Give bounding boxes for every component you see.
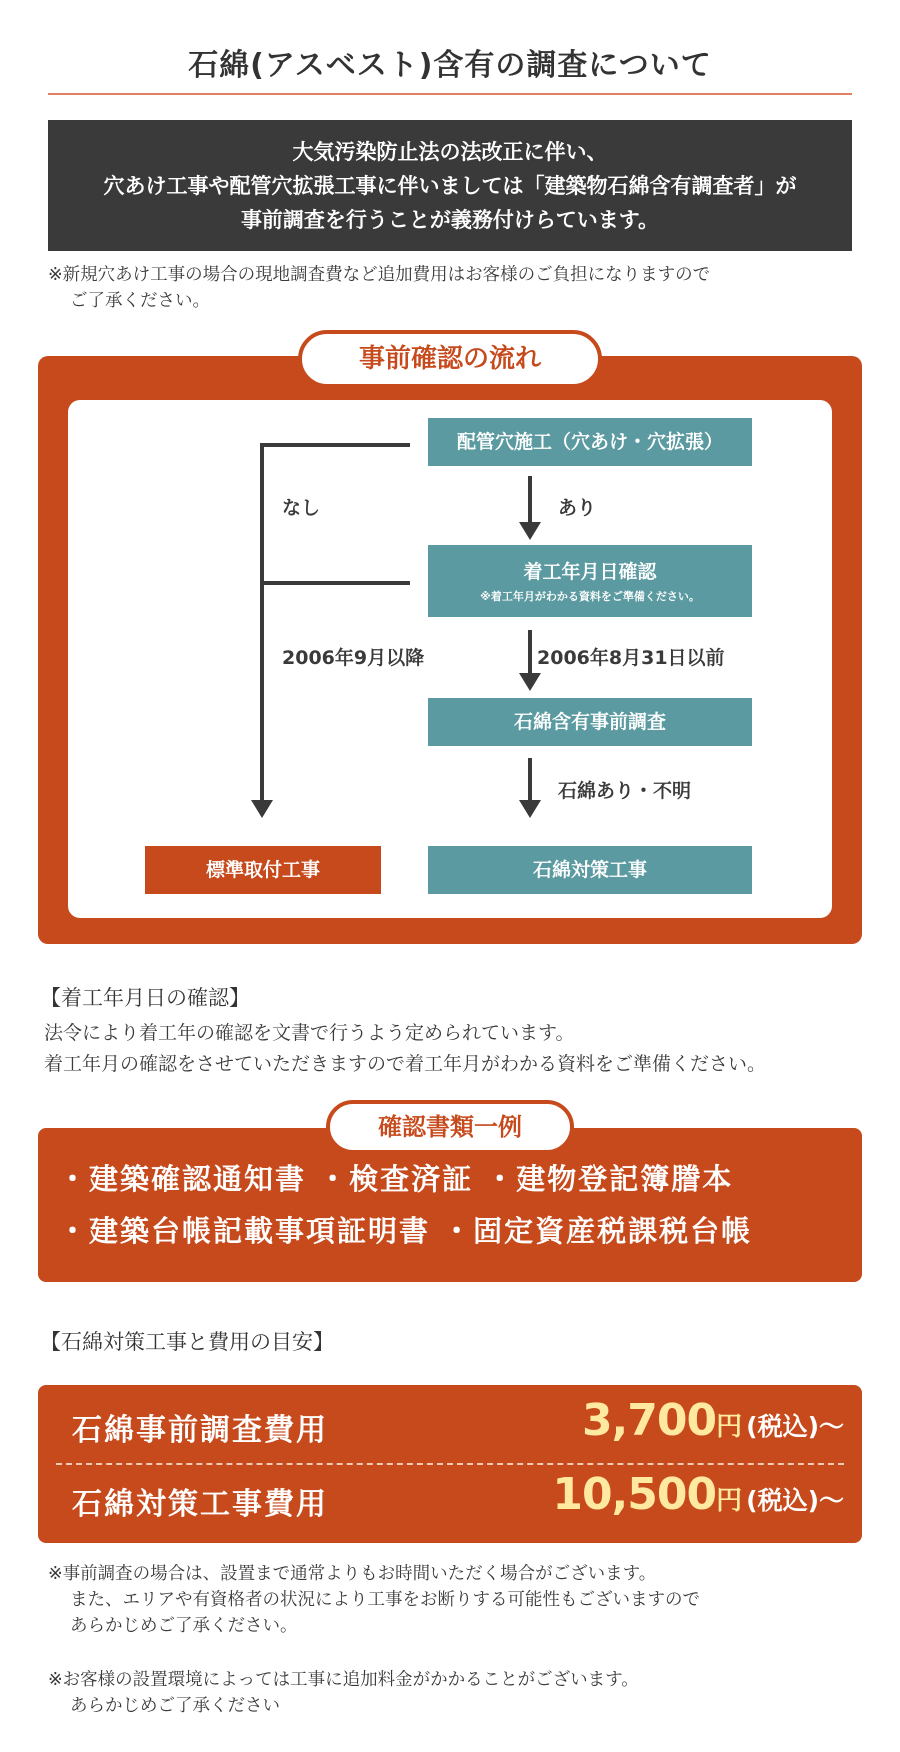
- cost-yen: 円: [716, 1486, 743, 1516]
- flow-label-after: 2006年9月以降: [282, 647, 425, 669]
- flow-box-piping-label: 配管穴施工（穴あけ・穴拡張）: [456, 431, 723, 453]
- cost-price: [582, 1395, 844, 1446]
- flow-box-date-sublabel: ※着工年月がわかる資料をご準備ください。: [480, 590, 700, 603]
- cost-label: 石綿対策工事費用: [72, 1487, 328, 1522]
- survey-time-note: [48, 1561, 700, 1639]
- flow-label-none: なし: [282, 497, 321, 519]
- arrow-shaft-asbestos: [528, 758, 532, 802]
- note-line: あらかじめご了承ください: [70, 1696, 280, 1716]
- cost-row-survey: [38, 1391, 862, 1463]
- page-title: 石綿(アスベスト)含有の調査について: [188, 48, 712, 83]
- flow-box-survey-label: 石綿含有事前調査: [513, 711, 666, 733]
- cost-tax: (税込)～: [746, 1486, 844, 1515]
- note-line: ※事前調査の場合は、設置まで通常よりもお時間いただく場合がございます。: [48, 1564, 657, 1584]
- flow-box-survey: [428, 698, 752, 746]
- cost-tax: (税込)～: [746, 1412, 844, 1441]
- note-line: また、エリアや有資格者の状況により工事をお断りする可能性もございますので: [70, 1590, 700, 1610]
- documents-title: 確認書類一例: [326, 1100, 574, 1154]
- documents-line-2: ・建築台帳記載事項証明書 ・固定資産税課税台帳: [58, 1214, 753, 1248]
- flow-box-standard-label: 標準取付工事: [205, 859, 320, 881]
- connector-left-vertical: [260, 443, 264, 801]
- connector-after-2006: [260, 581, 410, 585]
- flow-title: 事前確認の流れ: [298, 330, 602, 388]
- note-line-1: ※新規穴あけ工事の場合の現地調査費など追加費用はお客様のご負担になりますので: [48, 265, 711, 285]
- documents-line-1: ・建築確認通知書 ・検査済証 ・建物登記簿謄本: [58, 1162, 734, 1196]
- flow-label-asbestos: 石綿あり・不明: [558, 780, 692, 802]
- cost-panel: [38, 1385, 862, 1543]
- flow-box-date-label: 着工年月日確認: [523, 561, 657, 583]
- note-line: ※お客様の設置環境によっては工事に追加料金がかかることがございます。: [48, 1670, 639, 1690]
- extra-fee-note: [48, 1667, 639, 1719]
- arrow-down-icon: [251, 800, 273, 818]
- arrow-down-icon: [519, 673, 541, 691]
- cost-yen: 円: [716, 1412, 743, 1442]
- notice-line-1: 大気汚染防止法の法改正に伴い、: [292, 139, 608, 164]
- flow-label-before: 2006年8月31日以前: [537, 647, 725, 669]
- date-section-heading: 【着工年月日の確認】: [40, 986, 250, 1010]
- arrow-down-icon: [519, 522, 541, 540]
- date-section-line-1: 法令により着工年の確認を文書で行うよう定められています。: [44, 1022, 575, 1044]
- connector-none: [260, 443, 410, 447]
- flow-box-standard: [145, 846, 381, 894]
- title-divider: [48, 93, 852, 95]
- cost-label: 石綿事前調査費用: [72, 1413, 328, 1448]
- arrow-shaft-before: [528, 630, 532, 675]
- flow-label-yes: あり: [558, 497, 597, 519]
- arrow-shaft-yes: [528, 476, 532, 524]
- notice-line-2: 穴あけ工事や配管穴拡張工事に伴いましては「建築物石綿含有調査者」が: [103, 173, 797, 198]
- cost-row-countermeasure: [38, 1465, 862, 1537]
- cost-amount: 10,500: [552, 1469, 717, 1520]
- flow-box-piping: [428, 418, 752, 466]
- cost-price: [552, 1469, 844, 1520]
- law-notice-box: [48, 120, 852, 251]
- note-line: あらかじめご了承ください。: [70, 1616, 298, 1636]
- date-section-line-2: 着工年月の確認をさせていただきますので着工年月がわかる資料をご準備ください。: [44, 1053, 767, 1075]
- additional-cost-note: [48, 262, 710, 314]
- flow-box-countermeasure-label: 石綿対策工事: [532, 859, 647, 881]
- notice-line-3: 事前調査を行うことが義務付けらています。: [240, 207, 660, 232]
- arrow-down-icon: [519, 800, 541, 818]
- cost-amount: 3,700: [581, 1395, 717, 1446]
- flow-box-countermeasure: [428, 846, 752, 894]
- note-line-2: ご了承ください。: [70, 291, 210, 311]
- flow-box-date-check: [428, 545, 752, 617]
- cost-section-heading: 【石綿対策工事と費用の目安】: [40, 1330, 334, 1354]
